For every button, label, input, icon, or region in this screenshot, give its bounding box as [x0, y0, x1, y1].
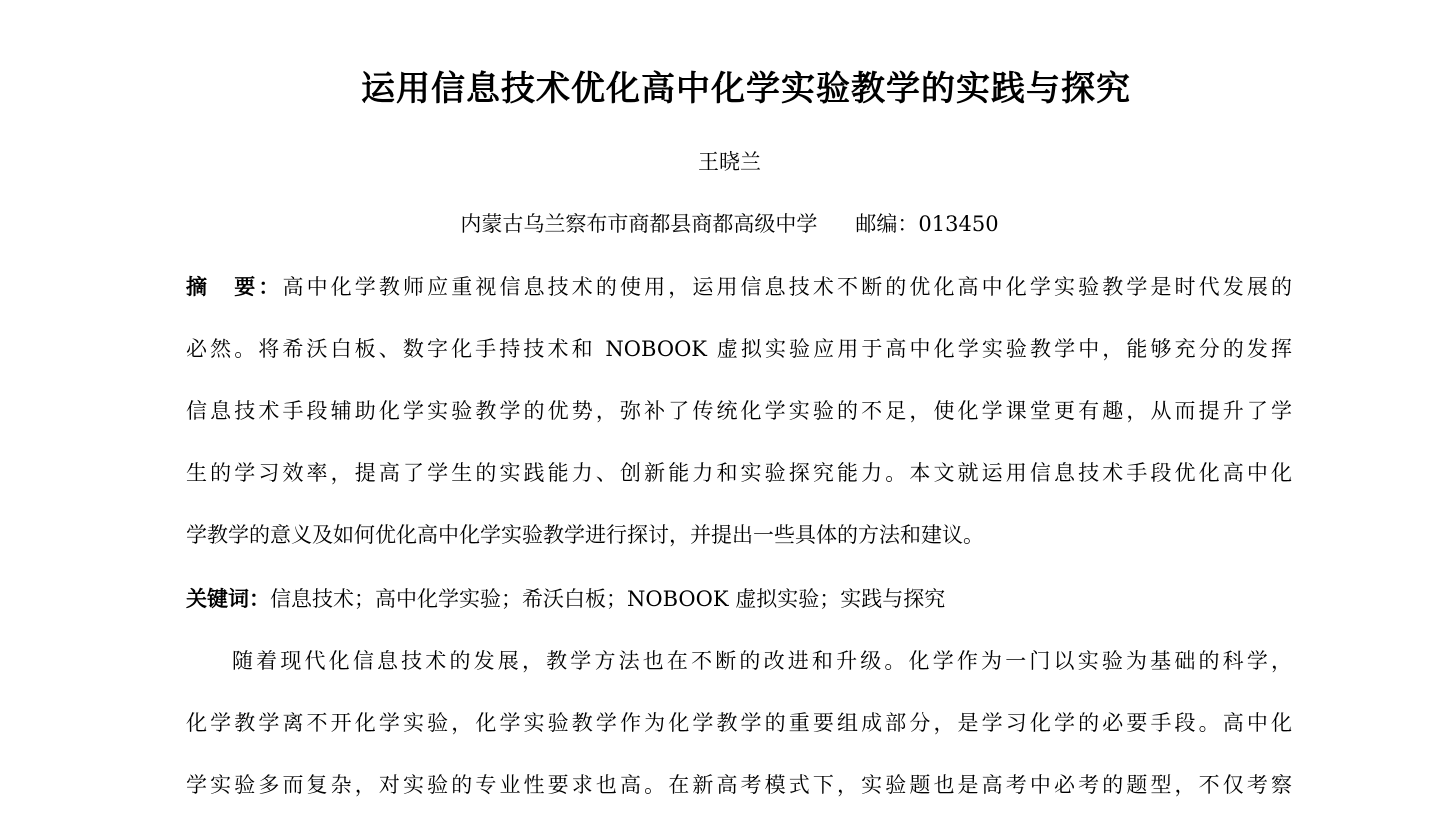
abstract-line: 学教学的意义及如何优化高中化学实验教学进行探讨，并提出一些具体的方法和建议。 [186, 523, 984, 547]
intro-paragraph [186, 644, 1292, 830]
abstract-line: 必然。将希沃白板、数字化手持技术和 NOBOOK 虚拟实验应用于高中化学实验教学中，能够充分的发挥 [186, 337, 1292, 361]
affiliation-name: 内蒙古乌兰察布市商都县商都高级中学 [460, 212, 818, 236]
abstract-label: 摘 要： [186, 274, 283, 299]
abstract-line: 生的学习效率，提高了学生的实践能力、创新能力和实验探究能力。本文就运用信息技术手段优化高中化 [186, 461, 1292, 485]
abstract-section [186, 270, 1292, 580]
author-affiliation [0, 207, 1437, 241]
body-text-line: 学实验多而复杂，对实验的专业性要求也高。在新高考模式下，实验题也是高考中必考的题型，不仅考察 [186, 773, 1292, 797]
abstract-line [186, 270, 1292, 332]
paper-title: 运用信息技术优化高中化学实验教学的实践与探究 [361, 69, 1131, 109]
abstract-line: 信息技术手段辅助化学实验教学的优势，弥补了传统化学实验的不足，使化学课堂更有趣，从而提升了学 [186, 399, 1292, 423]
abstract-text: 高中化学教师应重视信息技术的使用，运用信息技术不断的优化高中化学实验教学是时代发展的 [282, 275, 1292, 299]
body-text-line: 化学教学离不开化学实验，化学实验教学作为化学教学的重要组成部分，是学习化学的必要手段。高中化 [186, 711, 1292, 735]
postcode: 邮编：013450 [855, 212, 999, 236]
keywords-text: 信息技术；高中化学实验；希沃白板；NOBOOK 虚拟实验；实践与探究 [270, 587, 946, 611]
keywords-section [186, 582, 1292, 644]
keywords-line [186, 582, 1292, 644]
paper-author: 王晓兰 [698, 150, 761, 174]
body-text-line: 随着现代化信息技术的发展，教学方法也在不断的改进和升级。化学作为一门以实验为基础的科学， [232, 649, 1292, 673]
keywords-label: 关键词： [186, 586, 270, 611]
